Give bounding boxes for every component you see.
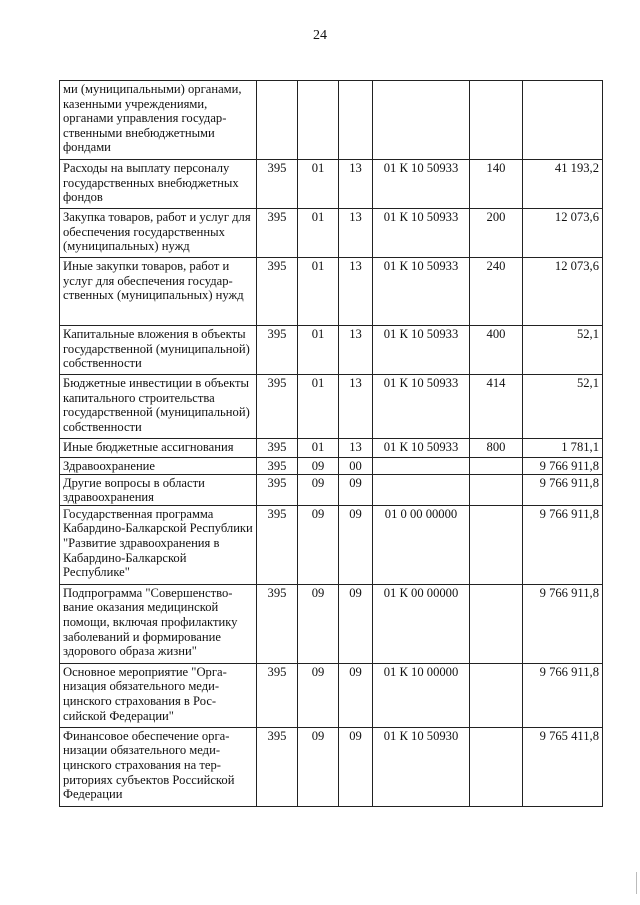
row-csr-cell: 01 К 10 50933 <box>373 160 470 209</box>
row-rz-cell: 09 <box>298 458 339 475</box>
row-name-cell: Расходы на выплату персоналу государственных внебюджетных фондов <box>60 160 257 209</box>
row-name-cell: Подпрограмма "Совершенствование оказания медицинской помощи, включая профилактику заболеваний и формирование здорового образа жизни" <box>60 584 257 663</box>
row-gr-cell: 395 <box>257 584 298 663</box>
row-sum-cell: 9 765 411,8 <box>523 727 603 806</box>
row-rz-cell: 09 <box>298 474 339 505</box>
row-rz-cell: 09 <box>298 727 339 806</box>
row-name-cell: Здравоохранение <box>60 458 257 475</box>
row-sum-cell: 9 766 911,8 <box>523 663 603 727</box>
row-sum-cell: 1 781,1 <box>523 439 603 458</box>
row-gr-cell <box>257 81 298 160</box>
table-row <box>60 474 603 505</box>
row-rz-cell: 01 <box>298 258 339 326</box>
row-csr-cell: 01 К 00 00000 <box>373 584 470 663</box>
row-gr-cell: 395 <box>257 375 298 439</box>
row-csr-cell: 01 0 00 00000 <box>373 505 470 584</box>
row-name-cell: Другие вопросы в области здравоохранения <box>60 474 257 505</box>
row-pr-cell: 13 <box>339 439 373 458</box>
row-pr-cell: 09 <box>339 584 373 663</box>
row-name-cell: Закупка товаров, работ и услуг для обеспечения государственных (муниципальных) нужд <box>60 209 257 258</box>
table-row <box>60 458 603 475</box>
row-pr-cell: 13 <box>339 160 373 209</box>
row-vr-cell <box>470 727 523 806</box>
table-row <box>60 439 603 458</box>
row-vr-cell <box>470 663 523 727</box>
row-rz-cell: 01 <box>298 160 339 209</box>
scan-edge-mark <box>636 872 637 894</box>
row-pr-cell: 09 <box>339 474 373 505</box>
row-csr-cell: 01 К 10 50930 <box>373 727 470 806</box>
row-sum-cell: 9 766 911,8 <box>523 584 603 663</box>
row-rz-cell <box>298 81 339 160</box>
row-name-cell: Государственная программа Кабардино-Балкарской Республики "Развитие здравоохранения в Кабардино-Балкарской Республике" <box>60 505 257 584</box>
row-gr-cell: 395 <box>257 439 298 458</box>
row-sum-cell: 9 766 911,8 <box>523 474 603 505</box>
row-sum-cell: 52,1 <box>523 326 603 375</box>
table-row <box>60 81 603 160</box>
row-name-cell: Бюджетные инвестиции в объекты капитального строительства государственной (муниципальной) собственности <box>60 375 257 439</box>
row-csr-cell <box>373 474 470 505</box>
row-pr-cell: 13 <box>339 209 373 258</box>
row-pr-cell: 13 <box>339 258 373 326</box>
table-row <box>60 663 603 727</box>
row-csr-cell: 01 К 10 50933 <box>373 258 470 326</box>
row-gr-cell: 395 <box>257 326 298 375</box>
row-gr-cell: 395 <box>257 474 298 505</box>
table-row <box>60 727 603 806</box>
row-sum-cell <box>523 81 603 160</box>
row-vr-cell: 414 <box>470 375 523 439</box>
table-row <box>60 160 603 209</box>
row-vr-cell <box>470 505 523 584</box>
table-row <box>60 584 603 663</box>
row-sum-cell: 12 073,6 <box>523 209 603 258</box>
row-pr-cell: 00 <box>339 458 373 475</box>
row-vr-cell <box>470 584 523 663</box>
row-name-cell: Иные бюджетные ассигнования <box>60 439 257 458</box>
row-rz-cell: 01 <box>298 326 339 375</box>
row-gr-cell: 395 <box>257 727 298 806</box>
row-vr-cell: 140 <box>470 160 523 209</box>
row-rz-cell: 09 <box>298 663 339 727</box>
table-row <box>60 375 603 439</box>
row-pr-cell: 09 <box>339 727 373 806</box>
row-sum-cell: 9 766 911,8 <box>523 505 603 584</box>
row-name-cell: ми (муниципальными) органами, казенными учреждениями, органами управления государственными внебюджетными фондами <box>60 81 257 160</box>
row-name-cell: Иные закупки товаров, работ и услуг для обеспечения государственных (муниципальных) нужд <box>60 258 257 326</box>
table-row <box>60 326 603 375</box>
row-vr-cell: 200 <box>470 209 523 258</box>
row-rz-cell: 01 <box>298 375 339 439</box>
row-rz-cell: 01 <box>298 209 339 258</box>
row-pr-cell: 13 <box>339 326 373 375</box>
row-vr-cell: 240 <box>470 258 523 326</box>
table-row <box>60 258 603 326</box>
row-vr-cell <box>470 81 523 160</box>
row-gr-cell: 395 <box>257 160 298 209</box>
budget-table <box>59 80 603 807</box>
row-vr-cell: 400 <box>470 326 523 375</box>
row-rz-cell: 09 <box>298 505 339 584</box>
row-sum-cell: 9 766 911,8 <box>523 458 603 475</box>
row-gr-cell: 395 <box>257 505 298 584</box>
row-sum-cell: 52,1 <box>523 375 603 439</box>
row-name-cell: Основное мероприятие "Организация обязательного медицинского страхования в Российской Федерации" <box>60 663 257 727</box>
page-number: 24 <box>313 28 327 43</box>
row-gr-cell: 395 <box>257 209 298 258</box>
row-csr-cell: 01 К 10 50933 <box>373 209 470 258</box>
row-gr-cell: 395 <box>257 663 298 727</box>
row-vr-cell <box>470 458 523 475</box>
row-pr-cell: 09 <box>339 663 373 727</box>
row-rz-cell: 01 <box>298 439 339 458</box>
row-csr-cell: 01 К 10 50933 <box>373 375 470 439</box>
row-name-cell: Капитальные вложения в объекты государственной (муниципальной) собственности <box>60 326 257 375</box>
table-row <box>60 505 603 584</box>
row-pr-cell: 13 <box>339 375 373 439</box>
row-sum-cell: 41 193,2 <box>523 160 603 209</box>
row-gr-cell: 395 <box>257 258 298 326</box>
row-csr-cell <box>373 81 470 160</box>
table-row <box>60 209 603 258</box>
row-sum-cell: 12 073,6 <box>523 258 603 326</box>
row-vr-cell <box>470 474 523 505</box>
row-name-cell: Финансовое обеспечение организации обязательного медицинского страхования на территориях субъектов Российской Федерации <box>60 727 257 806</box>
row-csr-cell: 01 К 10 50933 <box>373 326 470 375</box>
row-vr-cell: 800 <box>470 439 523 458</box>
row-pr-cell: 09 <box>339 505 373 584</box>
row-pr-cell <box>339 81 373 160</box>
row-gr-cell: 395 <box>257 458 298 475</box>
row-csr-cell: 01 К 10 50933 <box>373 439 470 458</box>
row-csr-cell <box>373 458 470 475</box>
row-csr-cell: 01 К 10 00000 <box>373 663 470 727</box>
row-rz-cell: 09 <box>298 584 339 663</box>
